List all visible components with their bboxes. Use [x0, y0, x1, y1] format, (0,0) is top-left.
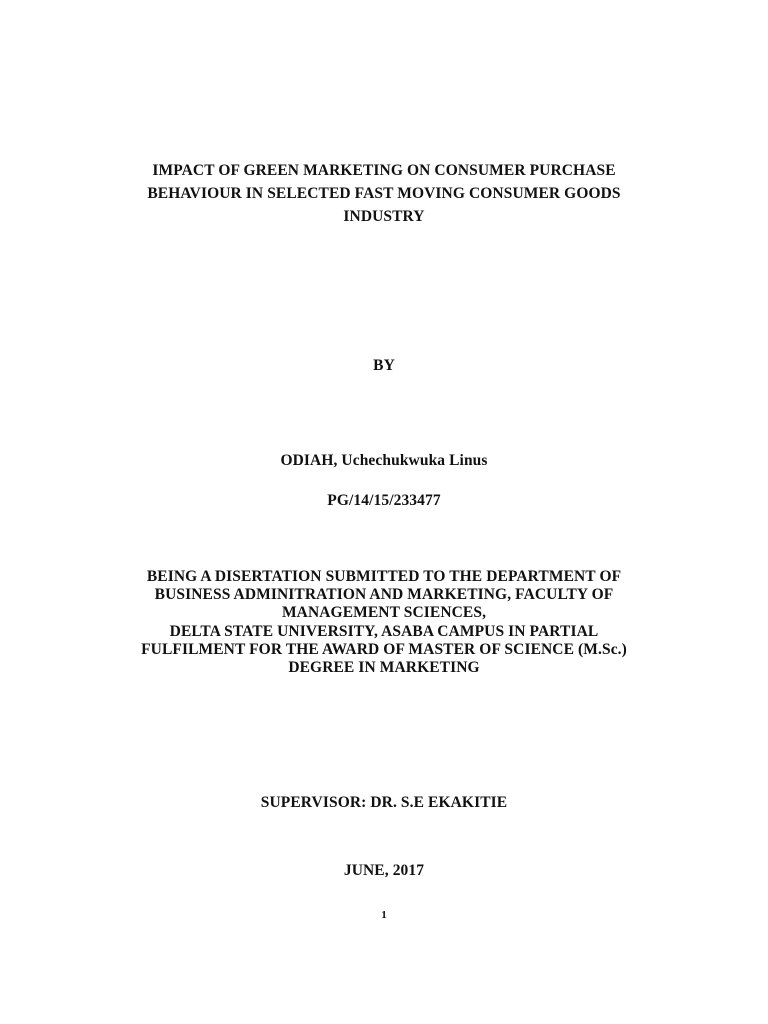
- registration-number: PG/14/15/233477: [327, 492, 441, 509]
- title-line-3: INDUSTRY: [343, 208, 425, 225]
- page-number: 1: [381, 909, 387, 921]
- submission-line-1: BEING A DISERTATION SUBMITTED TO THE DEPARTMENT OF: [146, 568, 622, 585]
- submission-date: JUNE, 2017: [343, 862, 425, 879]
- submission-line-2: BUSINESS ADMINITRATION AND MARKETING, FACULTY OF: [154, 586, 614, 603]
- submission-line-6: DEGREE IN MARKETING: [288, 659, 480, 676]
- title-line-2: BEHAVIOUR IN SELECTED FAST MOVING CONSUMER GOODS: [147, 185, 621, 202]
- submission-line-4: DELTA STATE UNIVERSITY, ASABA CAMPUS IN PARTIAL: [169, 623, 599, 640]
- title-line-1: IMPACT OF GREEN MARKETING ON CONSUMER PURCHASE: [152, 162, 616, 179]
- submission-line-3: MANAGEMENT SCIENCES,: [281, 604, 487, 621]
- author-name: ODIAH, Uchechukwuka Linus: [280, 452, 488, 469]
- by-label: BY: [373, 357, 395, 374]
- submission-line-5: FULFILMENT FOR THE AWARD OF MASTER OF SCIENCE (M.Sc.): [141, 641, 627, 658]
- supervisor: SUPERVISOR: DR. S.E EKAKITIE: [260, 794, 508, 811]
